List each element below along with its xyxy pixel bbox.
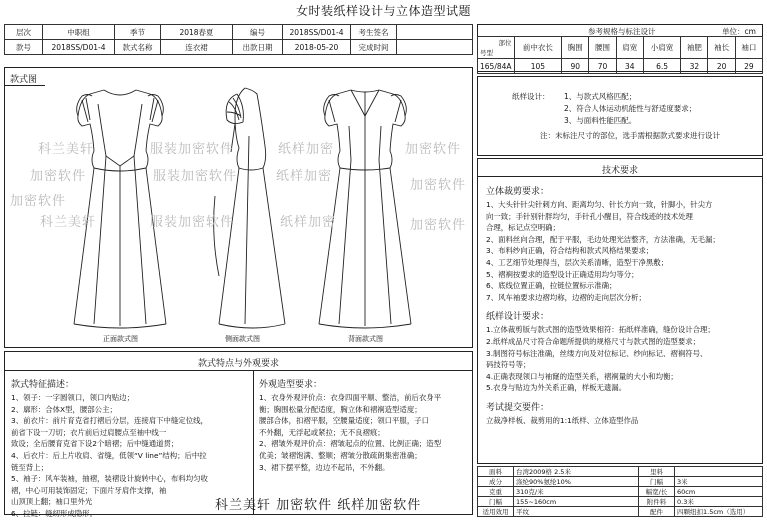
tech-line: 3.制图符号标注准确，丝缕方向及对位标记、纱向标记、褶裥符号、 (486, 348, 708, 358)
tech-line: 合理，标记点空明确； (486, 223, 560, 233)
feature-line: 5、袖子：风车装袖，抽褶，装褶设计旋转中心，布料均匀收 (11, 474, 208, 484)
tech-line: 立裁净样板、裁剪用的1:1纸样、立体造型作品 (486, 415, 639, 425)
tech-line: 码技符号等； (486, 360, 531, 370)
side-dress-drawing (205, 76, 295, 331)
materials-cell: 适用效用 (478, 507, 514, 517)
feature-line: 褶，中心可用装饰固定；下面片牙肩作支撑，袖 (11, 485, 167, 495)
features-left-heading: 款式特征描述： (11, 380, 75, 390)
watermark-text: 加密软件 (10, 194, 67, 209)
spec-value: 29 (735, 59, 762, 74)
page-title: 女时装纸样设计与立体造型试题 (295, 4, 471, 18)
design-lead: 纸样设计： (512, 92, 550, 101)
materials-cell: 面料 (478, 467, 514, 477)
materials-cell: 门幅 (639, 477, 675, 487)
design-item-2: 2、符合人体运动机能性与舒适度要求； (564, 104, 697, 113)
tech-line: 向一致；手针别针胖均匀，手针孔小醒目，符合线迹的技术处理 (486, 211, 693, 221)
header-cell: 款号 (5, 40, 43, 55)
materials-row (478, 477, 763, 487)
materials-cell: 四颗纽扣1.5cm（选用） (675, 507, 763, 517)
feature-line: 2、廓形：合体X型，腰部公主； (11, 404, 117, 414)
materials-cell: 平纹 (514, 507, 639, 517)
materials-cell: 幅宽/长 (639, 487, 675, 497)
spec-table-title: 参考规格与标注设计 (588, 27, 656, 36)
tech-line: 5、褶裥按要求的造型设计正确适用均匀等分； (486, 269, 639, 279)
feature-line: 链至背上； (11, 462, 48, 472)
header-cell: 2018SS/D01-4 (283, 25, 351, 40)
materials-cell: 克重 (478, 487, 514, 497)
header-cell: 2018春夏 (161, 25, 233, 40)
feature-line: 4、后衣片：后上片收肩、省缝，低领“V line”结构；后中拉 (11, 450, 207, 460)
materials-row (478, 507, 763, 517)
back-view-label: 背面款式图 (348, 335, 383, 343)
header-cell: 2018-05-20 (283, 40, 351, 55)
watermark-text: 加密软件 (30, 169, 87, 184)
spec-value: 34 (616, 59, 643, 74)
watermark-text: 服装加密软件 (150, 215, 235, 230)
features-right (259, 374, 471, 473)
materials-cell: 台湾2009格 2.5米 (514, 467, 639, 477)
tech-line: 5.衣身与贴边为外关系正确，样板无遗漏。 (486, 383, 627, 393)
feature-line: 1、领子：一字圆领口，领口内贴边； (11, 393, 134, 402)
header-table (4, 24, 473, 55)
spec-col-header: 前中衣长 (514, 37, 562, 59)
spec-row-label: 165/84A (478, 59, 515, 74)
materials-cell (675, 467, 763, 477)
tech-section-heading: 纸样设计要求： (486, 312, 550, 323)
materials-cell: 里料 (639, 467, 675, 477)
side-view-label: 侧面款式图 (225, 335, 260, 343)
header-cell: 完成时间 (351, 40, 397, 55)
tech-line: 2.纸样成品尺寸符合命题所提供的规格尺寸与款式图的造型要求； (486, 336, 700, 346)
tech-section-heading: 立体裁剪要求： (486, 187, 550, 197)
materials-cell: 附件料 (639, 497, 675, 507)
materials-row (478, 487, 763, 497)
materials-cell: 涤纶90%氨纶10% (514, 477, 639, 487)
watermark-text: 服装加密软件 (150, 142, 235, 157)
spec-col-header: 肩宽 (616, 37, 643, 59)
materials-row (478, 467, 763, 477)
tech-line: 2、面料丝向合理，配于平服，毛边处理光洁整齐，方法准确，无毛漏； (486, 234, 720, 244)
feature-line: 前省下设一刀切；衣片前后过肩腰点至袖中线一 (11, 427, 167, 437)
header-row-1 (5, 25, 473, 40)
header-cell: 连衣裙 (161, 40, 233, 55)
tech-line: 4、工艺细节处理得当，层次关系清晰，造型干净黑敷； (486, 257, 669, 267)
design-item-3: 3、与面料性能匹配。 (564, 116, 637, 125)
tech-line: 6、底线位置正确，拉链位置标示准确； (486, 281, 617, 291)
header-row-2 (5, 40, 473, 55)
header-cell: 季节 (115, 25, 161, 40)
materials-cell: 60cm (675, 487, 763, 497)
tech-line: 7、风车袖要求边褶均称，边褶的走向层次分析； (486, 292, 646, 302)
front-view-label: 正面款式图 (103, 335, 138, 343)
materials-cell: 成分 (478, 477, 514, 487)
spec-col-header: 袖长 (708, 37, 735, 59)
feature-line: 6、拉链：缝纫形成隐形。 (11, 508, 98, 518)
spec-col-header: 小肩宽 (643, 37, 680, 59)
feature-line: 腰部合体，扣褶平服，空腰量适度；领口平服，子口 (259, 416, 429, 426)
materials-cell: 3米 (675, 477, 763, 487)
feature-line: 1、衣身外观评价点：衣身四面平顺、整洁，前后衣身平 (259, 393, 442, 402)
feature-line: 3、前衣片：前片育克省打褶后分层，连接肩下中缝定位线， (11, 416, 208, 426)
tech-title: 技术要求 (601, 166, 638, 176)
header-cell (397, 40, 473, 55)
features-title: 款式特点与外观要求 (197, 359, 279, 369)
back-dress-drawing (305, 76, 425, 331)
materials-table (477, 466, 763, 517)
style-panel-title: 款式图 (10, 75, 38, 85)
tech-line: 1、大头针针尖针刺方向、距离均匀、针长方向一致，针脚小，针尖方 (486, 200, 713, 209)
header-cell (397, 25, 473, 40)
watermark-text: 纸样加密 (278, 142, 335, 157)
style-panel (4, 67, 473, 348)
spec-table-unit: 单位：cm (722, 27, 756, 36)
design-note: 注：未标注尺寸的部位，选手需根据款式要求进行设计 (540, 131, 720, 140)
header-cell: 编号 (233, 25, 283, 40)
header-cell: 款式名称 (115, 40, 161, 55)
materials-cell: 310克/米 (514, 487, 639, 497)
spec-col-header: 袖口 (735, 37, 762, 59)
materials-cell: 配件 (639, 507, 675, 517)
style-panel-title-line (5, 85, 45, 86)
feature-line: 衡；胸围松量分配适度，胸立体和褶裥造型适度； (259, 404, 422, 414)
tech-line: 1.立体裁剪版与款式图的造型效果相符：拓纸样准确，缝份设计合理； (486, 325, 715, 335)
spec-table-box (477, 24, 763, 72)
features-right-heading: 外观造型要求： (259, 380, 323, 390)
watermark-text: 纸样加密 (280, 215, 337, 230)
tech-line: 3、布料纱向正确，符合结构和款式风格结果要求； (486, 246, 654, 256)
watermark-text: 纸样加密 (276, 169, 333, 184)
watermark-text: 加密软件 (410, 178, 467, 193)
features-title-line (5, 370, 472, 371)
front-dress-drawing (60, 76, 180, 331)
spec-value: 32 (681, 59, 708, 74)
materials-row (478, 497, 763, 507)
spec-corner-top: 部位 (498, 39, 512, 47)
feature-line: 不外翻，无浮起或紧拉；无不良褶痕； (259, 427, 385, 437)
header-cell: 层次 (5, 25, 43, 40)
spec-value: 70 (589, 59, 616, 74)
spec-value: 90 (562, 59, 589, 74)
tech-body (486, 181, 760, 427)
tech-line: 4.正确表现领口与袖窿的造型关系，褶裥量的大小和均衡； (486, 371, 678, 381)
feature-line: 山顶顶上翻；袖口里外光 (11, 497, 93, 507)
design-item-1: 1、与款式风格匹配； (564, 92, 637, 101)
feature-line: 2、褶皱外观评价点：褶皱起点的位置、比例正确；造型 (259, 439, 442, 449)
features-panel (4, 351, 473, 518)
header-cell: 出款日期 (233, 40, 283, 55)
tech-section-heading: 考试提交要件： (486, 402, 550, 413)
materials-cell: 门幅 (478, 497, 514, 507)
spec-col-header: 腰围 (589, 37, 616, 59)
spec-col-header: 袖肥 (681, 37, 708, 59)
watermark-text: 科兰美轩 (38, 142, 95, 157)
watermark-text: 服装加密软件 (153, 169, 238, 184)
design-requirements-box (477, 76, 763, 156)
spec-corner (478, 37, 515, 59)
feature-line: 3、裙下摆平整，边边不起吊，不外翻。 (259, 462, 390, 472)
spec-value: 105 (514, 59, 562, 74)
header-cell: 中职组 (43, 25, 115, 40)
tech-panel (477, 158, 763, 464)
watermark-text: 加密软件 (410, 218, 467, 233)
header-cell: 考生签名 (351, 25, 397, 40)
footer-watermark: 科兰美轩 加密软件 纸样加密软件 (215, 498, 422, 513)
spec-value: 6.5 (643, 59, 680, 74)
materials-cell: 155~160cm (514, 497, 639, 507)
feature-line: 优美；皱褶饱满、整顺；褶皱分散疏朗集密准确； (259, 450, 422, 460)
feature-line: 致设；全后腰育克省下设2个暗褶；后中缝通道贯； (11, 439, 179, 449)
spec-col-header: 胸围 (562, 37, 589, 59)
watermark-text: 加密软件 (405, 142, 462, 157)
spec-table (477, 36, 763, 74)
header-cell: 2018SS/D01-4 (43, 40, 115, 55)
materials-cell: 0.3米 (675, 497, 763, 507)
spec-corner-bottom: 号型 (480, 49, 493, 57)
spec-value: 20 (708, 59, 735, 74)
tech-title-line (478, 176, 762, 177)
watermark-text: 科兰美轩 (40, 215, 97, 230)
